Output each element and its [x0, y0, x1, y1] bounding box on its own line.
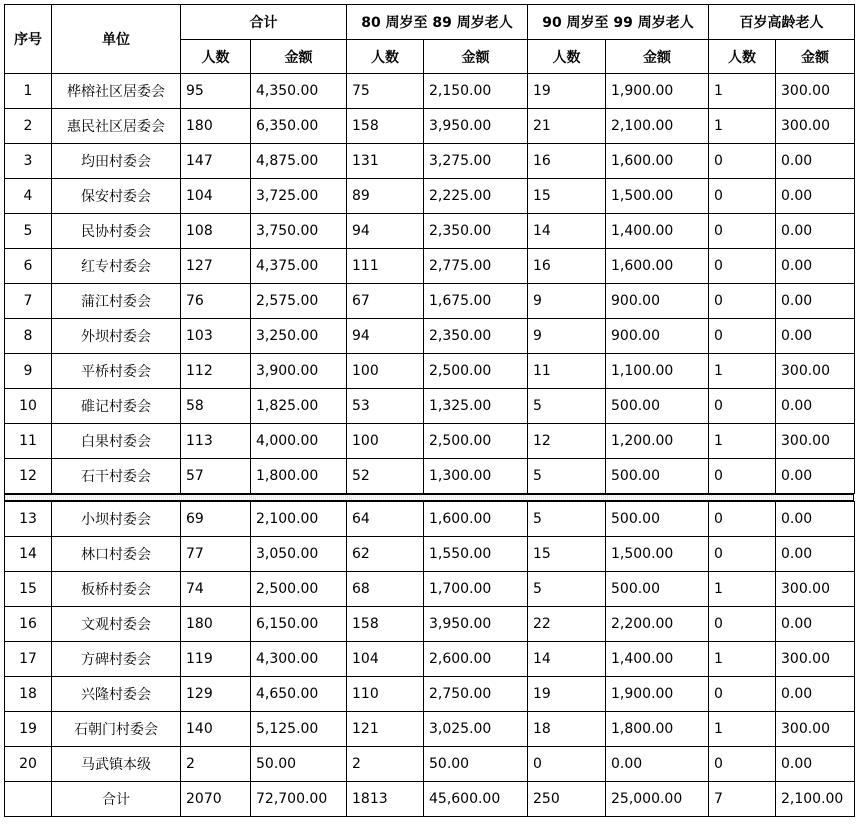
- table-row: [5, 537, 855, 572]
- cell-90-99-amount: 2,200.00: [606, 607, 709, 642]
- cell-90-99-count: 16: [528, 249, 606, 284]
- cell-90-99-amount: 500.00: [606, 572, 709, 607]
- cell-total-count: 58: [181, 389, 251, 424]
- table-row: [5, 144, 855, 179]
- table-row: [5, 677, 855, 712]
- header-90-99: 90 周岁至 99 周岁老人: [528, 5, 709, 40]
- cell-total-count: 57: [181, 459, 251, 494]
- table-row: [5, 109, 855, 144]
- cell-100-amount: 300.00: [776, 642, 855, 677]
- cell-index: 12: [5, 459, 52, 494]
- cell-90-99-count: 5: [528, 502, 606, 537]
- header-80-89-count: 人数: [347, 40, 424, 74]
- page-break: [4, 494, 854, 501]
- cell-100-amount: 0.00: [776, 284, 855, 319]
- header-100-count: 人数: [709, 40, 776, 74]
- table-row: [5, 354, 855, 389]
- cell-unit: 石干村委会: [52, 459, 181, 494]
- cell-100-amount: 0.00: [776, 144, 855, 179]
- cell-80-89-amount: 2,500.00: [424, 354, 528, 389]
- cell-100-amount: 0.00: [776, 459, 855, 494]
- cell-80-89-count: 75: [347, 74, 424, 109]
- cell-total-count: 140: [181, 712, 251, 747]
- cell-100-count: 1: [709, 712, 776, 747]
- cell-100-count: 0: [709, 144, 776, 179]
- cell-90-99-amount: 1,900.00: [606, 677, 709, 712]
- header-index: 序号: [5, 5, 52, 74]
- cell-unit: 合计: [52, 782, 181, 817]
- cell-total-count: 180: [181, 607, 251, 642]
- cell-80-89-count: 110: [347, 677, 424, 712]
- cell-90-99-count: 21: [528, 109, 606, 144]
- cell-100-count: 1: [709, 354, 776, 389]
- cell-90-99-amount: 500.00: [606, 502, 709, 537]
- cell-total-amount: 4,300.00: [251, 642, 347, 677]
- header-100-amount: 金额: [776, 40, 855, 74]
- cell-unit: 红专村委会: [52, 249, 181, 284]
- cell-80-89-amount: 1,675.00: [424, 284, 528, 319]
- cell-unit: 兴隆村委会: [52, 677, 181, 712]
- cell-index: [5, 782, 52, 817]
- cell-total-count: 113: [181, 424, 251, 459]
- cell-total-amount: 3,250.00: [251, 319, 347, 354]
- cell-total-count: 77: [181, 537, 251, 572]
- cell-90-99-count: 14: [528, 642, 606, 677]
- cell-90-99-amount: 1,400.00: [606, 642, 709, 677]
- cell-80-89-amount: 50.00: [424, 747, 528, 782]
- cell-total-amount: 3,900.00: [251, 354, 347, 389]
- cell-100-count: 0: [709, 389, 776, 424]
- cell-80-89-count: 158: [347, 109, 424, 144]
- cell-80-89-amount: 2,775.00: [424, 249, 528, 284]
- cell-total-amount: 4,375.00: [251, 249, 347, 284]
- cell-90-99-amount: 900.00: [606, 284, 709, 319]
- cell-total-amount: 4,350.00: [251, 74, 347, 109]
- cell-100-amount: 300.00: [776, 354, 855, 389]
- cell-90-99-amount: 500.00: [606, 459, 709, 494]
- cell-90-99-count: 250: [528, 782, 606, 817]
- cell-index: 8: [5, 319, 52, 354]
- cell-90-99-amount: 1,500.00: [606, 179, 709, 214]
- cell-80-89-count: 104: [347, 642, 424, 677]
- cell-unit: 碓记村委会: [52, 389, 181, 424]
- cell-100-count: 0: [709, 459, 776, 494]
- header-90-99-amount: 金额: [606, 40, 709, 74]
- cell-unit: 石朝门村委会: [52, 712, 181, 747]
- cell-index: 18: [5, 677, 52, 712]
- cell-80-89-count: 100: [347, 354, 424, 389]
- cell-total-count: 127: [181, 249, 251, 284]
- header-unit: 单位: [52, 5, 181, 74]
- cell-90-99-count: 9: [528, 284, 606, 319]
- cell-total-count: 147: [181, 144, 251, 179]
- cell-100-amount: 0.00: [776, 502, 855, 537]
- cell-80-89-count: 1813: [347, 782, 424, 817]
- cell-index: 14: [5, 537, 52, 572]
- header-90-99-count: 人数: [528, 40, 606, 74]
- cell-80-89-amount: 3,025.00: [424, 712, 528, 747]
- cell-100-count: 0: [709, 214, 776, 249]
- cell-index: 6: [5, 249, 52, 284]
- cell-100-amount: 0.00: [776, 214, 855, 249]
- cell-total-amount: 2,500.00: [251, 572, 347, 607]
- cell-90-99-amount: 25,000.00: [606, 782, 709, 817]
- table-row: [5, 642, 855, 677]
- table-row: [5, 74, 855, 109]
- table-row: [5, 572, 855, 607]
- cell-90-99-count: 19: [528, 74, 606, 109]
- cell-100-count: 0: [709, 747, 776, 782]
- cell-100-amount: 0.00: [776, 249, 855, 284]
- cell-100-count: 0: [709, 502, 776, 537]
- cell-80-89-amount: 1,300.00: [424, 459, 528, 494]
- cell-total-amount: 6,150.00: [251, 607, 347, 642]
- header-80-89-amount: 金额: [424, 40, 528, 74]
- cell-index: 9: [5, 354, 52, 389]
- cell-total-amount: 50.00: [251, 747, 347, 782]
- cell-total-amount: 4,875.00: [251, 144, 347, 179]
- cell-80-89-amount: 1,550.00: [424, 537, 528, 572]
- cell-index: 4: [5, 179, 52, 214]
- table-row: [5, 319, 855, 354]
- table-row: [5, 747, 855, 782]
- cell-80-89-amount: 2,500.00: [424, 424, 528, 459]
- cell-index: 17: [5, 642, 52, 677]
- cell-index: 10: [5, 389, 52, 424]
- table-row: [5, 782, 855, 817]
- cell-80-89-count: 2: [347, 747, 424, 782]
- table-row: [5, 424, 855, 459]
- cell-unit: 外坝村委会: [52, 319, 181, 354]
- cell-unit: 均田村委会: [52, 144, 181, 179]
- cell-100-count: 7: [709, 782, 776, 817]
- cell-80-89-amount: 2,600.00: [424, 642, 528, 677]
- header-total-amount: 金额: [251, 40, 347, 74]
- table-row: [5, 389, 855, 424]
- cell-total-count: 76: [181, 284, 251, 319]
- cell-90-99-amount: 1,400.00: [606, 214, 709, 249]
- cell-80-89-amount: 2,350.00: [424, 319, 528, 354]
- cell-80-89-amount: 2,150.00: [424, 74, 528, 109]
- cell-90-99-amount: 1,100.00: [606, 354, 709, 389]
- cell-80-89-amount: 1,600.00: [424, 502, 528, 537]
- cell-index: 5: [5, 214, 52, 249]
- table-row: [5, 712, 855, 747]
- cell-unit: 蒲江村委会: [52, 284, 181, 319]
- cell-100-count: 1: [709, 424, 776, 459]
- document-page: [4, 4, 854, 817]
- cell-80-89-count: 131: [347, 144, 424, 179]
- subsidy-table-bottom: [4, 501, 855, 817]
- cell-unit: 保安村委会: [52, 179, 181, 214]
- cell-100-amount: 300.00: [776, 572, 855, 607]
- cell-100-amount: 0.00: [776, 747, 855, 782]
- cell-80-89-count: 94: [347, 319, 424, 354]
- cell-80-89-amount: 45,600.00: [424, 782, 528, 817]
- cell-unit: 白果村委会: [52, 424, 181, 459]
- cell-total-amount: 1,800.00: [251, 459, 347, 494]
- cell-total-count: 103: [181, 319, 251, 354]
- cell-100-count: 0: [709, 249, 776, 284]
- cell-90-99-amount: 2,100.00: [606, 109, 709, 144]
- cell-80-89-amount: 2,225.00: [424, 179, 528, 214]
- cell-90-99-count: 16: [528, 144, 606, 179]
- cell-100-count: 1: [709, 74, 776, 109]
- cell-80-89-count: 111: [347, 249, 424, 284]
- cell-index: 13: [5, 502, 52, 537]
- cell-unit: 平桥村委会: [52, 354, 181, 389]
- cell-90-99-amount: 1,200.00: [606, 424, 709, 459]
- cell-90-99-amount: 1,500.00: [606, 537, 709, 572]
- cell-total-count: 74: [181, 572, 251, 607]
- cell-total-count: 119: [181, 642, 251, 677]
- cell-90-99-count: 5: [528, 572, 606, 607]
- table-row: [5, 502, 855, 537]
- cell-80-89-count: 52: [347, 459, 424, 494]
- cell-90-99-amount: 1,600.00: [606, 144, 709, 179]
- cell-100-amount: 300.00: [776, 74, 855, 109]
- cell-90-99-count: 15: [528, 179, 606, 214]
- cell-unit: 文观村委会: [52, 607, 181, 642]
- cell-total-count: 69: [181, 502, 251, 537]
- table-row: [5, 459, 855, 494]
- cell-80-89-count: 67: [347, 284, 424, 319]
- header-total-count: 人数: [181, 40, 251, 74]
- cell-90-99-count: 22: [528, 607, 606, 642]
- cell-total-amount: 3,050.00: [251, 537, 347, 572]
- cell-80-89-count: 100: [347, 424, 424, 459]
- cell-80-89-amount: 2,350.00: [424, 214, 528, 249]
- cell-index: 19: [5, 712, 52, 747]
- cell-total-count: 2: [181, 747, 251, 782]
- cell-90-99-count: 9: [528, 319, 606, 354]
- subsidy-table-top: [4, 4, 855, 494]
- cell-100-amount: 0.00: [776, 677, 855, 712]
- cell-index: 20: [5, 747, 52, 782]
- table-row: [5, 249, 855, 284]
- cell-80-89-count: 89: [347, 179, 424, 214]
- cell-total-count: 112: [181, 354, 251, 389]
- cell-total-count: 180: [181, 109, 251, 144]
- cell-index: 1: [5, 74, 52, 109]
- cell-total-amount: 3,725.00: [251, 179, 347, 214]
- cell-total-count: 104: [181, 179, 251, 214]
- table-row: [5, 179, 855, 214]
- cell-90-99-count: 18: [528, 712, 606, 747]
- cell-unit: 板桥村委会: [52, 572, 181, 607]
- cell-total-amount: 2,575.00: [251, 284, 347, 319]
- cell-100-count: 0: [709, 537, 776, 572]
- cell-total-amount: 4,650.00: [251, 677, 347, 712]
- cell-index: 7: [5, 284, 52, 319]
- cell-100-amount: 0.00: [776, 607, 855, 642]
- header-80-89: 80 周岁至 89 周岁老人: [347, 5, 528, 40]
- cell-90-99-amount: 1,600.00: [606, 249, 709, 284]
- cell-90-99-count: 15: [528, 537, 606, 572]
- cell-100-amount: 300.00: [776, 424, 855, 459]
- cell-90-99-amount: 1,800.00: [606, 712, 709, 747]
- cell-total-amount: 6,350.00: [251, 109, 347, 144]
- cell-100-count: 1: [709, 642, 776, 677]
- cell-index: 16: [5, 607, 52, 642]
- cell-90-99-amount: 1,900.00: [606, 74, 709, 109]
- cell-90-99-count: 5: [528, 459, 606, 494]
- cell-80-89-amount: 3,275.00: [424, 144, 528, 179]
- cell-100-amount: 300.00: [776, 712, 855, 747]
- cell-90-99-amount: 900.00: [606, 319, 709, 354]
- cell-100-amount: 2,100.00: [776, 782, 855, 817]
- cell-80-89-count: 94: [347, 214, 424, 249]
- cell-100-count: 1: [709, 572, 776, 607]
- cell-90-99-count: 11: [528, 354, 606, 389]
- cell-90-99-amount: 0.00: [606, 747, 709, 782]
- cell-100-amount: 0.00: [776, 179, 855, 214]
- cell-unit: 民协村委会: [52, 214, 181, 249]
- cell-80-89-count: 64: [347, 502, 424, 537]
- cell-index: 2: [5, 109, 52, 144]
- table-row: [5, 214, 855, 249]
- cell-unit: 桦榕社区居委会: [52, 74, 181, 109]
- cell-80-89-count: 68: [347, 572, 424, 607]
- cell-90-99-count: 14: [528, 214, 606, 249]
- cell-total-amount: 72,700.00: [251, 782, 347, 817]
- cell-total-amount: 2,100.00: [251, 502, 347, 537]
- cell-index: 3: [5, 144, 52, 179]
- cell-90-99-count: 5: [528, 389, 606, 424]
- cell-80-89-amount: 1,700.00: [424, 572, 528, 607]
- cell-total-amount: 5,125.00: [251, 712, 347, 747]
- cell-total-count: 2070: [181, 782, 251, 817]
- cell-unit: 林口村委会: [52, 537, 181, 572]
- cell-80-89-amount: 3,950.00: [424, 109, 528, 144]
- cell-80-89-count: 62: [347, 537, 424, 572]
- cell-100-amount: 0.00: [776, 389, 855, 424]
- cell-index: 15: [5, 572, 52, 607]
- cell-unit: 小坝村委会: [52, 502, 181, 537]
- cell-100-amount: 300.00: [776, 109, 855, 144]
- cell-80-89-amount: 3,950.00: [424, 607, 528, 642]
- header-total: 合计: [181, 5, 347, 40]
- cell-total-amount: 3,750.00: [251, 214, 347, 249]
- cell-80-89-count: 121: [347, 712, 424, 747]
- cell-100-count: 0: [709, 179, 776, 214]
- cell-80-89-amount: 1,325.00: [424, 389, 528, 424]
- cell-100-count: 0: [709, 319, 776, 354]
- cell-100-amount: 0.00: [776, 537, 855, 572]
- cell-90-99-count: 19: [528, 677, 606, 712]
- cell-total-amount: 1,825.00: [251, 389, 347, 424]
- cell-unit: 惠民社区居委会: [52, 109, 181, 144]
- cell-100-amount: 0.00: [776, 319, 855, 354]
- cell-80-89-count: 53: [347, 389, 424, 424]
- table-row: [5, 607, 855, 642]
- cell-80-89-amount: 2,750.00: [424, 677, 528, 712]
- cell-100-count: 0: [709, 284, 776, 319]
- cell-90-99-count: 12: [528, 424, 606, 459]
- table-row: [5, 284, 855, 319]
- cell-80-89-count: 158: [347, 607, 424, 642]
- cell-unit: 方碑村委会: [52, 642, 181, 677]
- cell-100-count: 0: [709, 607, 776, 642]
- cell-total-count: 108: [181, 214, 251, 249]
- cell-100-count: 0: [709, 677, 776, 712]
- header-100: 百岁高龄老人: [709, 5, 855, 40]
- cell-index: 11: [5, 424, 52, 459]
- cell-90-99-count: 0: [528, 747, 606, 782]
- cell-unit: 马武镇本级: [52, 747, 181, 782]
- cell-90-99-amount: 500.00: [606, 389, 709, 424]
- cell-total-count: 129: [181, 677, 251, 712]
- cell-total-amount: 4,000.00: [251, 424, 347, 459]
- cell-total-count: 95: [181, 74, 251, 109]
- cell-100-count: 1: [709, 109, 776, 144]
